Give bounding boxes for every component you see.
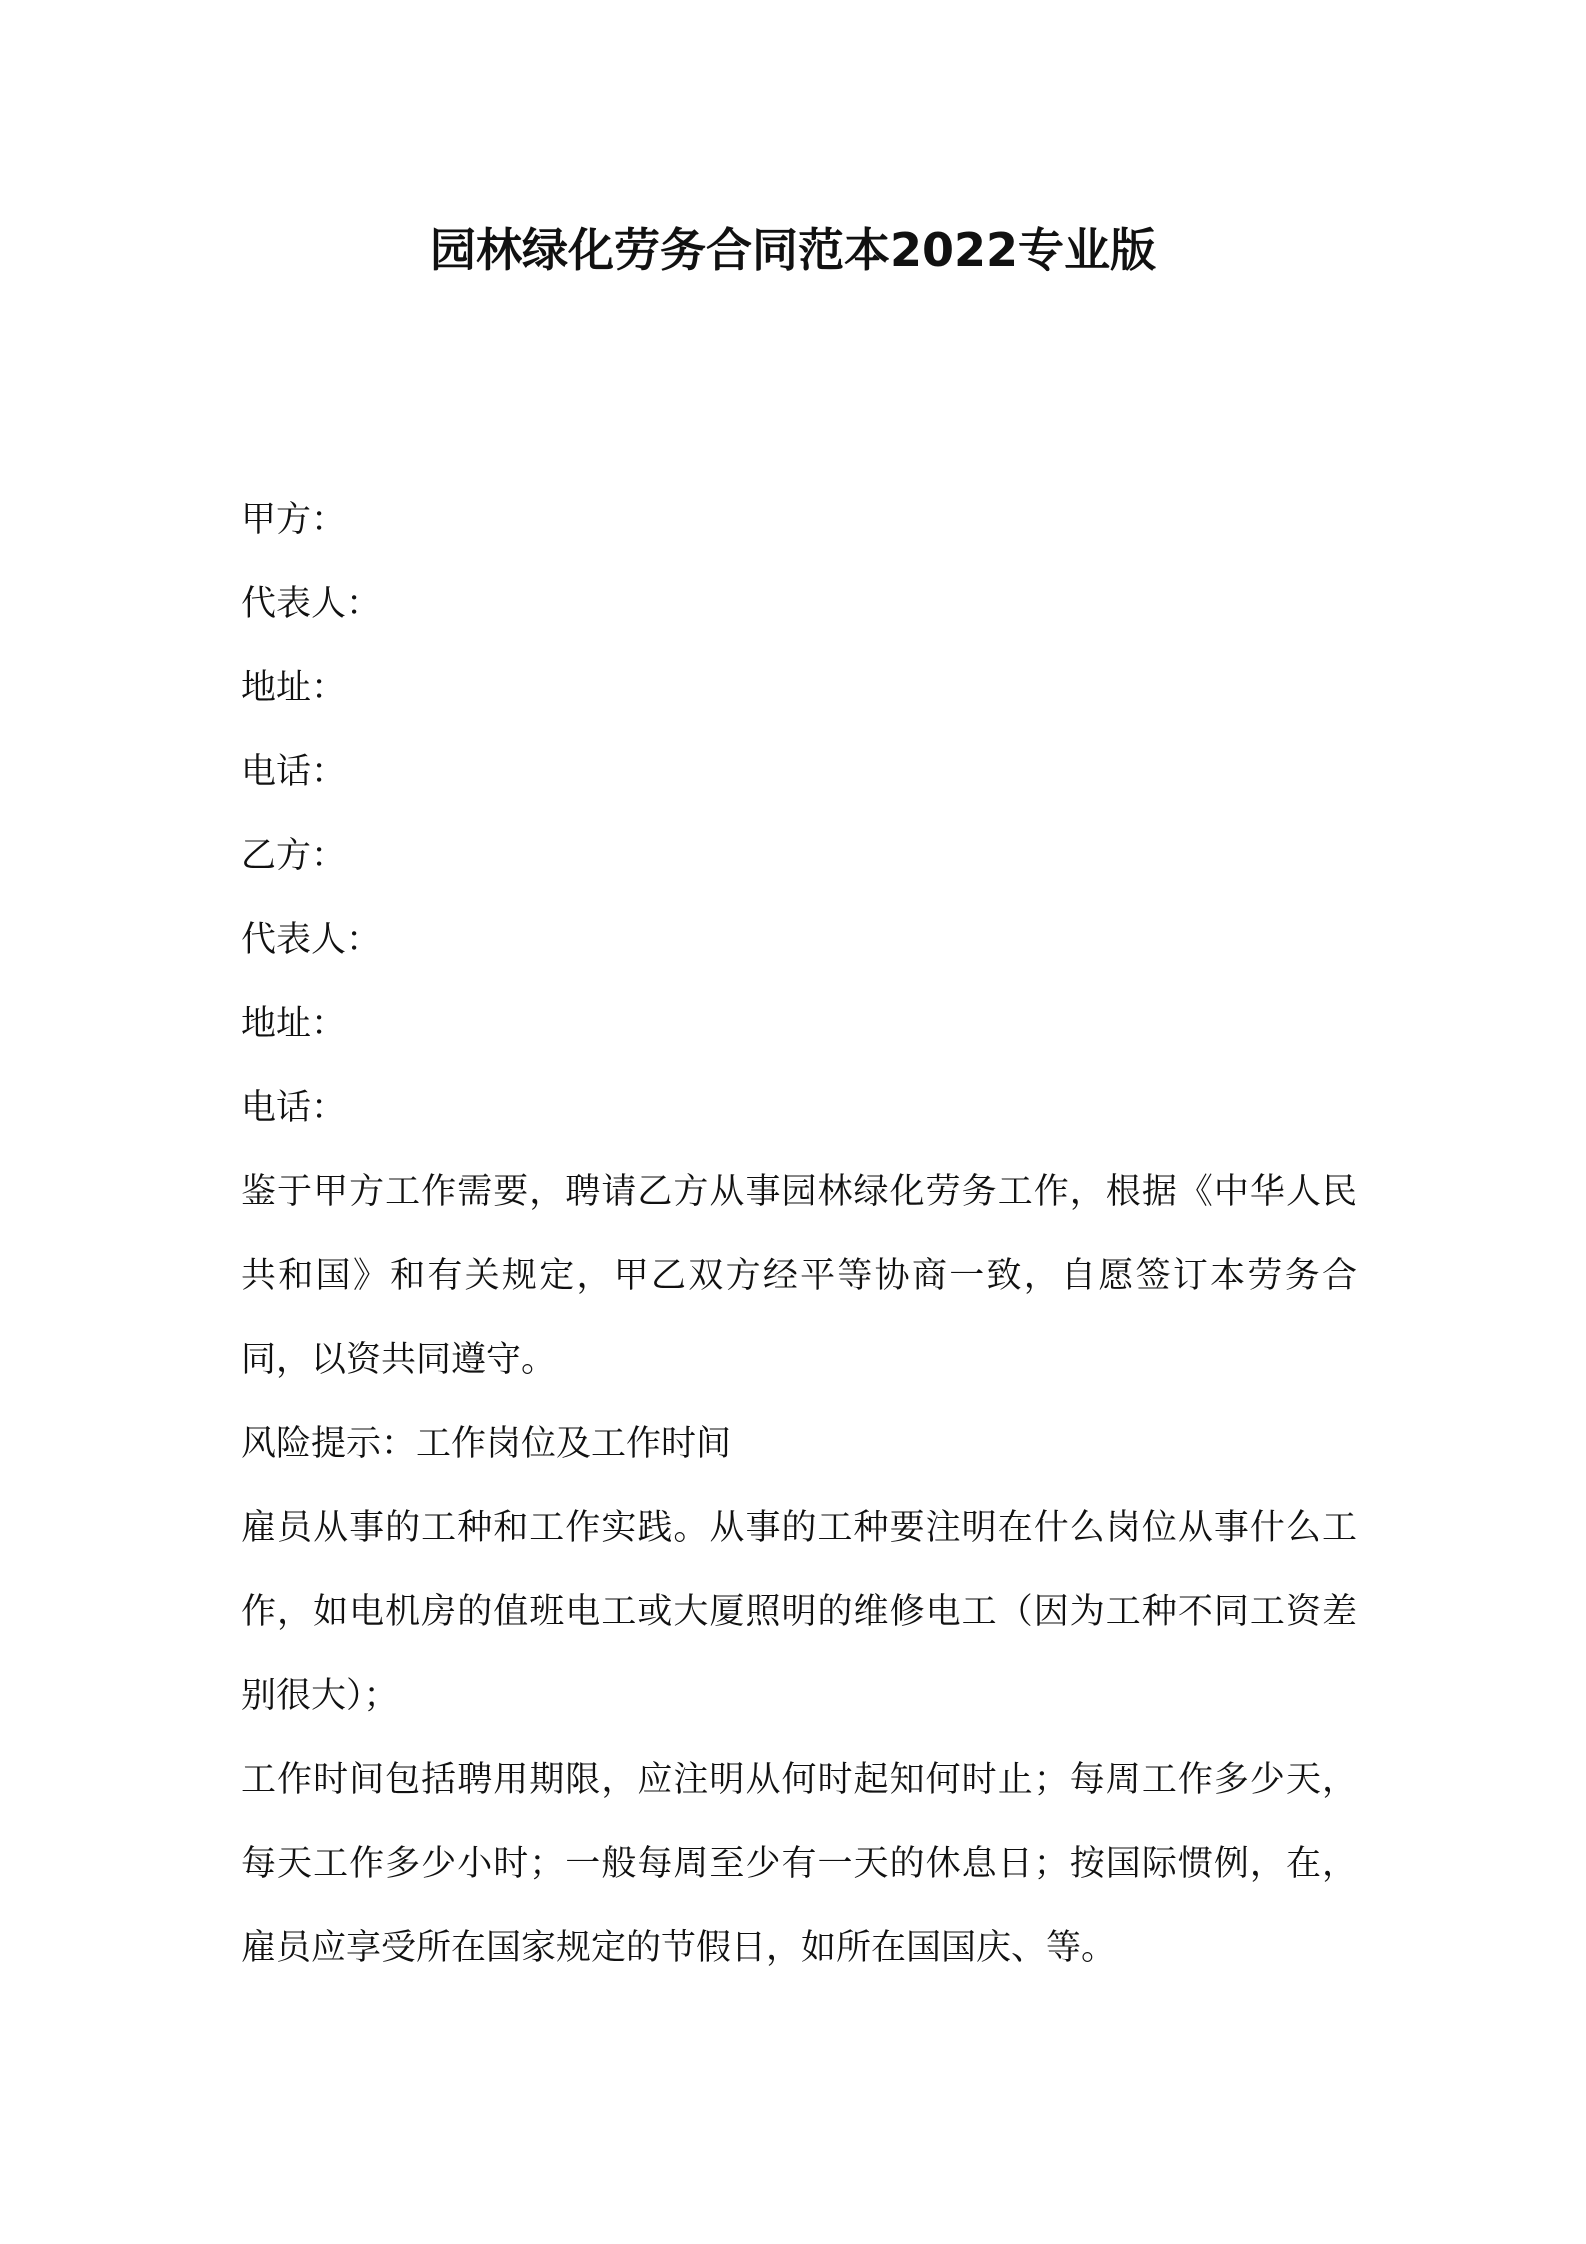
preamble-paragraph: 鉴于甲方工作需要，聘请乙方从事园林绿化劳务工作，根据《中华人民共和国》和有关规定，甲乙双方经平等协商一致，自愿签订本劳务合同，以资共同遵守。 xyxy=(241,1172,1357,1380)
party-b-name-label: 乙方： xyxy=(241,836,347,876)
working-hours-paragraph: 工作时间包括聘用期限，应注明从何时起知何时止；每周工作多少天，每天工作多少小时；一般每周至少有一天的休息日；按国际惯例，在，雇员应享受所在国家规定的节假日，如所在国国庆、等。 xyxy=(241,1760,1357,1968)
risk-heading: 风险提示：工作岗位及工作时间 xyxy=(241,1424,732,1464)
party-b-phone-label: 电话： xyxy=(241,1088,347,1128)
document-body xyxy=(241,478,1357,1990)
document-title: 园林绿化劳务合同范本2022专业版 xyxy=(429,223,1157,277)
party-b-representative-label: 代表人： xyxy=(241,920,382,960)
party-a-address-label: 地址： xyxy=(241,668,347,708)
party-a-representative-label: 代表人： xyxy=(241,584,382,624)
party-b-address-label: 地址： xyxy=(241,1004,347,1044)
party-a-phone-label: 电话： xyxy=(241,752,347,792)
job-type-paragraph: 雇员从事的工种和工作实践。从事的工种要注明在什么岗位从事什么工作，如电机房的值班电工或大厦照明的维修电工（因为工种不同工资差别很大）； xyxy=(241,1508,1357,1716)
party-a-name-label: 甲方： xyxy=(241,500,347,540)
